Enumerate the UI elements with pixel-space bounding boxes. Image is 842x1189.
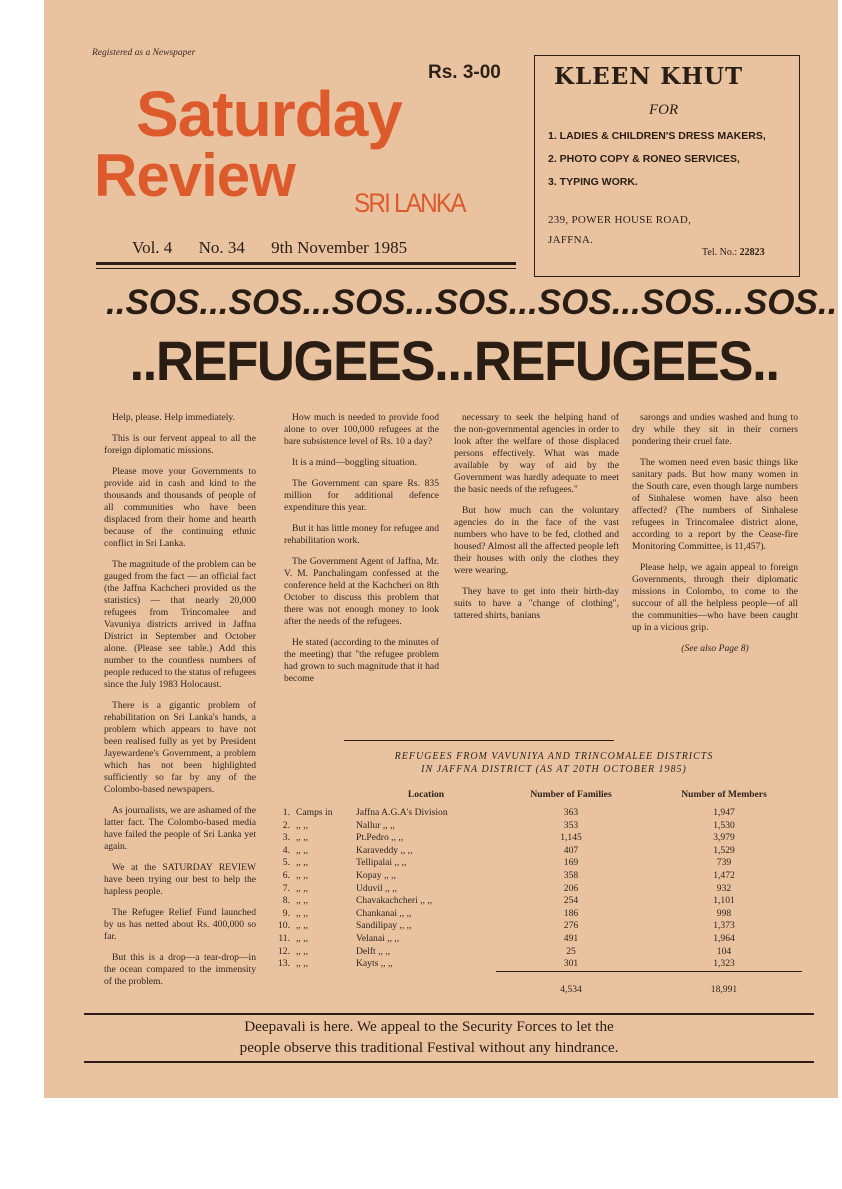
masthead-rule-thin <box>96 268 516 269</box>
header-location: Location <box>407 789 445 800</box>
table-header-row <box>262 789 802 807</box>
row-camp: ,, ,, <box>296 819 308 831</box>
paragraph: He stated (according to the minutes of the meeting) that "the refugee problem had grown to such magnitude that it had become <box>284 637 439 684</box>
advert-telephone <box>702 247 765 258</box>
paragraph: sarongs and undies washed and hung to dry while they sit in their corners pondering their cruel fate. <box>632 412 798 447</box>
row-camp: ,, ,, <box>296 920 308 932</box>
row-families: 276 <box>563 920 579 932</box>
row-families: 491 <box>563 932 579 944</box>
article-column-2 <box>284 412 439 694</box>
footer-line-1: Deepavali is here. We appeal to the Security Forces to let the <box>244 1018 614 1035</box>
sos-banner: ..SOS...SOS...SOS...SOS...SOS...SOS...SOS.. <box>106 283 838 322</box>
footer-bottom-rule <box>84 1061 814 1063</box>
row-camp: ,, ,, <box>296 844 308 856</box>
paragraph: As journalists, we are ashamed of the latter fact. The Colombo-based media have failed the people of Sri Lanka yet again. <box>104 805 256 852</box>
paragraph: The women need even basic things like sanitary pads. But how many women in the South care, even though large numbers of Sinhalese women have also been affected? (The numbers of Sinhalese refugees in Trincomalee district alone, according to a report by the Cease-fire Monitoring Committee, is 11,457). <box>632 457 798 552</box>
table-row <box>262 946 802 959</box>
row-location: Tellipalai ,, ,, <box>356 857 407 869</box>
header-families: Number of Families <box>530 789 612 800</box>
masthead-title-saturday: Saturday <box>136 78 402 150</box>
advert-tel-number: 22823 <box>739 247 765 258</box>
row-camp: ,, ,, <box>296 832 308 844</box>
paragraph: They have to get into their birth-day suits to have a "change of clothing", tattered shirts, banians <box>454 586 619 621</box>
row-families: 206 <box>563 882 579 894</box>
article-column-4 <box>632 412 798 664</box>
total-families: 4,534 <box>496 971 646 996</box>
paragraph: The magnitude of the problem can be gauged from the fact — an official fact (the Jaffna Kachcheri provided us the statistics) — that nearly 20,000 refugees from Trincomalee and Vavuniya districts arrived in Jaffna District in September and October alone. (Please see table.) Add this number to the countless numbers of people reduced to the status of refugees since the July 1983 Holocaust. <box>104 559 256 690</box>
row-number: 5. <box>282 857 290 869</box>
row-location: Kopay ,, ,, <box>356 869 396 881</box>
row-number: 11. <box>278 932 290 944</box>
row-members: 1,323 <box>713 958 735 970</box>
table-row <box>262 895 802 908</box>
advert-title: KLEEN KHUT <box>554 63 744 90</box>
volume: Vol. 4 <box>132 238 173 257</box>
article-column-3 <box>454 412 619 631</box>
paragraph: There is a gigantic problem of rehabilitation on Sri Lanka's hands, a problem which appears to have not been realised fully as yet by President Jayewardene's Government, a problem which has not been highlighted sufficiently so far by any of the Colombo-based newspapers. <box>104 700 256 795</box>
table-top-rule <box>344 740 614 741</box>
masthead-sri-lanka: SRI LANKA <box>354 188 465 218</box>
row-location: Uduvil ,, ,, <box>356 882 398 894</box>
row-number: 4. <box>282 844 290 856</box>
row-members: 932 <box>716 882 732 894</box>
row-families: 353 <box>563 819 579 831</box>
row-number: 10. <box>278 920 290 932</box>
row-location: Chankanai ,, ,, <box>356 907 412 919</box>
advert-for: FOR <box>649 102 679 118</box>
advert-item: 3. TYPING WORK. <box>548 176 638 188</box>
row-location: Chavakachcheri ,, ,, <box>356 895 433 907</box>
row-location: Pt.Pedro ,, ,, <box>356 832 404 844</box>
table-row <box>262 933 802 946</box>
row-camp: ,, ,, <box>296 882 308 894</box>
article-column-1 <box>104 412 256 997</box>
paragraph: How much is needed to provide food alone to over 100,000 refugees at the bare subsistence level of Rs. 10 a day? <box>284 412 439 447</box>
row-families: 358 <box>563 869 579 881</box>
paragraph: But it has little money for refugee and rehabilitation work. <box>284 523 439 546</box>
advert-item: 2. PHOTO COPY & RONEO SERVICES, <box>548 153 740 165</box>
paragraph: Please move your Governments to provide aid in cash and kind to the thousands and thousands of people of all communities who have been displaced from their home and hearth because of the continuing ethnic conflict in Sri Lanka. <box>104 466 256 549</box>
row-location: Karaveddy ,, ,, <box>356 844 413 856</box>
row-number: 6. <box>282 869 290 881</box>
row-members: 1,101 <box>713 895 735 907</box>
row-members: 739 <box>716 857 732 869</box>
row-members: 104 <box>716 945 732 957</box>
row-camp: ,, ,, <box>296 857 308 869</box>
advert-tel-label: Tel. No.: <box>702 247 738 258</box>
row-location: Nallur ,, ,, <box>356 819 395 831</box>
row-camp: ,, ,, <box>296 869 308 881</box>
row-families: 301 <box>563 958 579 970</box>
table-total-row <box>262 971 802 996</box>
row-number: 1. <box>282 807 290 818</box>
issue-number: No. 34 <box>198 238 245 257</box>
paragraph: But this is a drop—a tear-drop—in the ocean compared to the immensity of the problem. <box>104 952 256 987</box>
paragraph: necessary to seek the helping hand of the non-governmental agencies in order to look after the welfare of those displaced persons effectively. What was made available by way of aid by the Government was hardly adequate to meet the basic needs of the refugees." <box>454 412 619 495</box>
table-row <box>262 870 802 883</box>
row-members: 1,947 <box>713 807 735 818</box>
issue-line <box>132 238 429 258</box>
paragraph: But how much can the voluntary agencies do in the face of the vast numbers who have to be fed, clothed and housed? Almost all the affected people left their houses with only the clothes they were wearing. <box>454 505 619 576</box>
paragraph: It is a mind—boggling situation. <box>292 457 417 468</box>
refugee-table <box>262 789 802 996</box>
see-also-note: (See also Page 8) <box>681 643 749 654</box>
table-row <box>262 883 802 896</box>
table-subtitle: IN JAFFNA DISTRICT (AS AT 20TH OCTOBER 1985) <box>421 764 687 775</box>
row-number: 8. <box>282 895 290 907</box>
row-families: 407 <box>563 844 579 856</box>
row-location: Jaffna A.G.A's Division <box>356 807 448 818</box>
masthead-title-review: Review <box>94 142 295 209</box>
table-row <box>262 920 802 933</box>
row-members: 1,529 <box>713 844 735 856</box>
footer-top-rule <box>84 1013 814 1015</box>
masthead-rule <box>96 262 516 265</box>
row-location: Velanai ,, ,, <box>356 932 400 944</box>
table-body <box>262 807 802 996</box>
advert-item: 1. LADIES & CHILDREN'S DRESS MAKERS, <box>548 130 766 142</box>
row-families: 186 <box>563 907 579 919</box>
table-row <box>262 820 802 833</box>
table-row <box>262 807 802 820</box>
row-members: 1,964 <box>713 932 735 944</box>
table-row <box>262 958 802 971</box>
row-number: 12. <box>278 945 290 957</box>
issue-date: 9th November 1985 <box>271 238 408 257</box>
total-members: 18,991 <box>646 971 802 996</box>
row-number: 13. <box>278 958 290 970</box>
price: Rs. 3-00 <box>428 62 501 83</box>
row-families: 169 <box>563 857 579 869</box>
row-number: 7. <box>282 882 290 894</box>
paragraph: The Refugee Relief Fund launched by us has netted about Rs. 400,000 so far. <box>104 907 256 942</box>
row-members: 1,472 <box>713 869 735 881</box>
row-number: 3. <box>282 832 290 844</box>
table-row <box>262 845 802 858</box>
advert-city: JAFFNA. <box>548 234 594 246</box>
row-number: 2. <box>282 819 290 831</box>
table-row <box>262 908 802 921</box>
row-camp: ,, ,, <box>296 907 308 919</box>
row-camp: ,, ,, <box>296 895 308 907</box>
row-camp: ,, ,, <box>296 958 308 970</box>
main-headline: ..REFUGEES...REFUGEES.. <box>129 329 779 392</box>
paragraph: The Government Agent of Jaffna, Mr. V. M. Panchalingam confessed at the conference held at the Kachcheri on 8th October to discuss this problem that there was not enough money to look after the needs of the refugees. <box>284 556 439 627</box>
row-families: 363 <box>563 807 579 818</box>
paragraph: We at the SATURDAY REVIEW have been trying our best to help the hapless people. <box>104 862 256 897</box>
row-members: 1,530 <box>713 819 735 831</box>
newspaper-page <box>44 0 838 1098</box>
paragraph: Help, please. Help immediately. <box>112 412 235 423</box>
advert-address: 239, POWER HOUSE ROAD, <box>548 214 692 226</box>
registered-note: Registered as a Newspaper <box>92 48 196 58</box>
row-location: Kayts ,, ,, <box>356 958 393 970</box>
row-camp: Camps in <box>296 807 333 818</box>
row-families: 254 <box>563 895 579 907</box>
paragraph: The Government can spare Rs. 835 million for additional defence expenditure this year. <box>284 478 439 513</box>
row-members: 1,373 <box>713 920 735 932</box>
table-row <box>262 832 802 845</box>
header-members: Number of Members <box>681 789 767 800</box>
table-title: REFUGEES FROM VAVUNIYA AND TRINCOMALEE DISTRICTS <box>394 751 714 762</box>
row-location: Delft ,, ,, <box>356 945 391 957</box>
footer-line-2: people observe this traditional Festival without any hindrance. <box>239 1039 619 1056</box>
row-number: 9. <box>282 907 290 919</box>
row-camp: ,, ,, <box>296 932 308 944</box>
row-members: 3,979 <box>713 832 735 844</box>
row-camp: ,, ,, <box>296 945 308 957</box>
row-location: Sandilipay ,, ,, <box>356 920 412 932</box>
row-families: 25 <box>566 945 576 957</box>
row-members: 998 <box>716 907 732 919</box>
row-families: 1,145 <box>560 832 582 844</box>
paragraph: Please help, we again appeal to foreign Governments, through their diplomatic missions in Colombo, to come to the succour of all the helpless people—of all the communities—who have been caught up in a vicious grip. <box>632 562 798 633</box>
paragraph: This is our fervent appeal to all the foreign diplomatic missions. <box>104 433 256 456</box>
table-row <box>262 857 802 870</box>
